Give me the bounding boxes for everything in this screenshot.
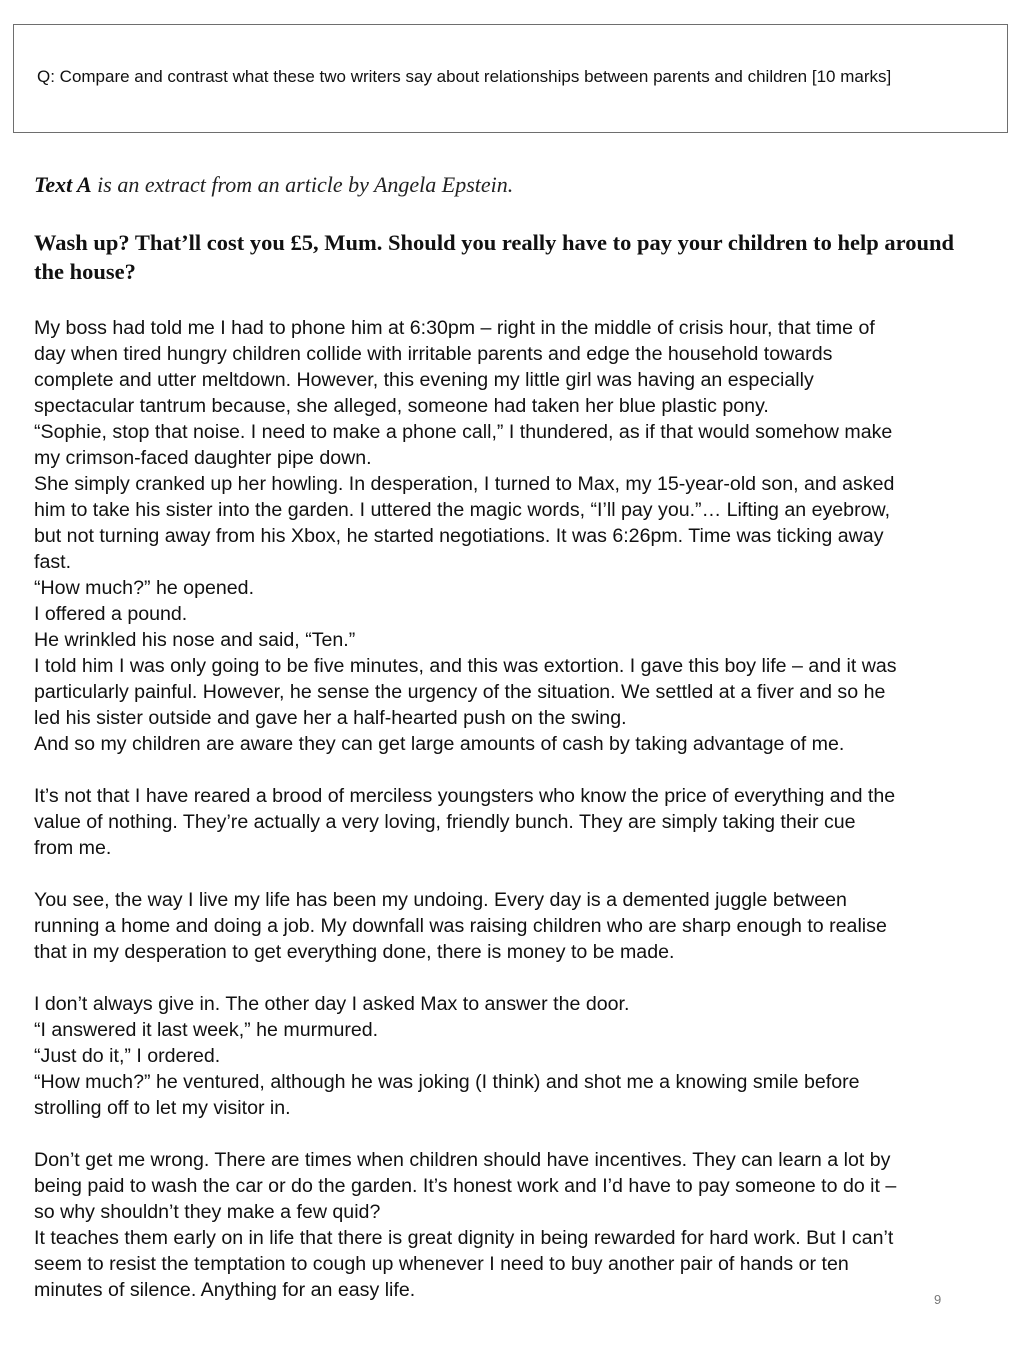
body-line: “I answered it last week,” he murmured. [34, 1019, 379, 1041]
body-line: I told him I was only going to be five minutes, and this was extortion. I gave this boy life – and it was [34, 655, 897, 677]
body-line: that in my desperation to get everything done, there is money to be made. [34, 941, 675, 963]
body-line: I offered a pound. [34, 603, 188, 625]
body-line: “Sophie, stop that noise. I need to make a phone call,” I thundered, as if that would somehow make [34, 421, 893, 443]
article-body [34, 315, 994, 1303]
body-line: him to take his sister into the garden. I uttered the magic words, “I’ll pay you.”… Lifting an eyebrow, [34, 499, 891, 521]
body-line: strolling off to let my visitor in. [34, 1097, 291, 1119]
paragraph-gap [34, 965, 994, 991]
body-line: day when tired hungry children collide with irritable parents and edge the household towards [34, 343, 833, 365]
paragraph-gap [34, 1121, 994, 1147]
body-line: minutes of silence. Anything for an easy life. [34, 1279, 416, 1301]
body-line: “How much?” he ventured, although he was joking (I think) and shot me a knowing smile before [34, 1071, 860, 1093]
body-line: running a home and doing a job. My downfall was raising children who are sharp enough to realise [34, 915, 887, 937]
body-line: “Just do it,” I ordered. [34, 1045, 221, 1067]
text-label: Text A [34, 172, 92, 197]
intro-text: is an extract from an article by Angela Epstein. [91, 172, 514, 197]
paragraph-gap [34, 861, 994, 887]
body-line: He wrinkled his nose and said, “Ten.” [34, 629, 356, 651]
body-line: value of nothing. They’re actually a very loving, friendly bunch. They are simply taking their cue [34, 811, 856, 833]
body-line: but not turning away from his Xbox, he started negotiations. It was 6:26pm. Time was ticking away [34, 525, 884, 547]
body-line: fast. [34, 551, 72, 573]
body-line: particularly painful. However, he sense the urgency of the situation. We settled at a fiver and so he [34, 681, 886, 703]
body-line: spectacular tantrum because, she alleged, someone had taken her blue plastic pony. [34, 395, 769, 417]
body-line: so why shouldn’t they make a few quid? [34, 1201, 381, 1223]
page-number: 9 [934, 1292, 942, 1307]
body-line: “How much?” he opened. [34, 577, 255, 599]
body-line: being paid to wash the car or do the garden. It’s honest work and I’d have to pay someone to do it – [34, 1175, 897, 1197]
body-line: my crimson-faced daughter pipe down. [34, 447, 372, 469]
body-line: I don’t always give in. The other day I asked Max to answer the door. [34, 993, 630, 1015]
question-box [13, 24, 1008, 133]
body-line: And so my children are aware they can get large amounts of cash by taking advantage of me. [34, 733, 845, 755]
body-line: complete and utter meltdown. However, this evening my little girl was having an especially [34, 369, 814, 391]
article-headline: Wash up? That’ll cost you £5, Mum. Should you really have to pay your children to help around the house? [34, 230, 954, 284]
body-line: It’s not that I have reared a brood of merciless youngsters who know the price of everything and the [34, 785, 896, 807]
body-line: It teaches them early on in life that there is great dignity in being rewarded for hard work. But I can’t [34, 1227, 894, 1249]
body-line: from me. [34, 837, 112, 859]
text-intro [34, 170, 513, 200]
question-text: Q: Compare and contrast what these two writers say about relationships between parents and children [10 marks] [37, 67, 892, 86]
body-line: My boss had told me I had to phone him at 6:30pm – right in the middle of crisis hour, that time of [34, 317, 875, 339]
body-line: led his sister outside and gave her a half-hearted push on the swing. [34, 707, 627, 729]
body-line: She simply cranked up her howling. In desperation, I turned to Max, my 15-year-old son, and asked [34, 473, 895, 495]
body-line: Don’t get me wrong. There are times when children should have incentives. They can learn a lot by [34, 1149, 891, 1171]
body-line: You see, the way I live my life has been my undoing. Every day is a demented juggle between [34, 889, 847, 911]
body-line: seem to resist the temptation to cough up whenever I need to buy another pair of hands or ten [34, 1253, 849, 1275]
paragraph-gap [34, 757, 994, 783]
